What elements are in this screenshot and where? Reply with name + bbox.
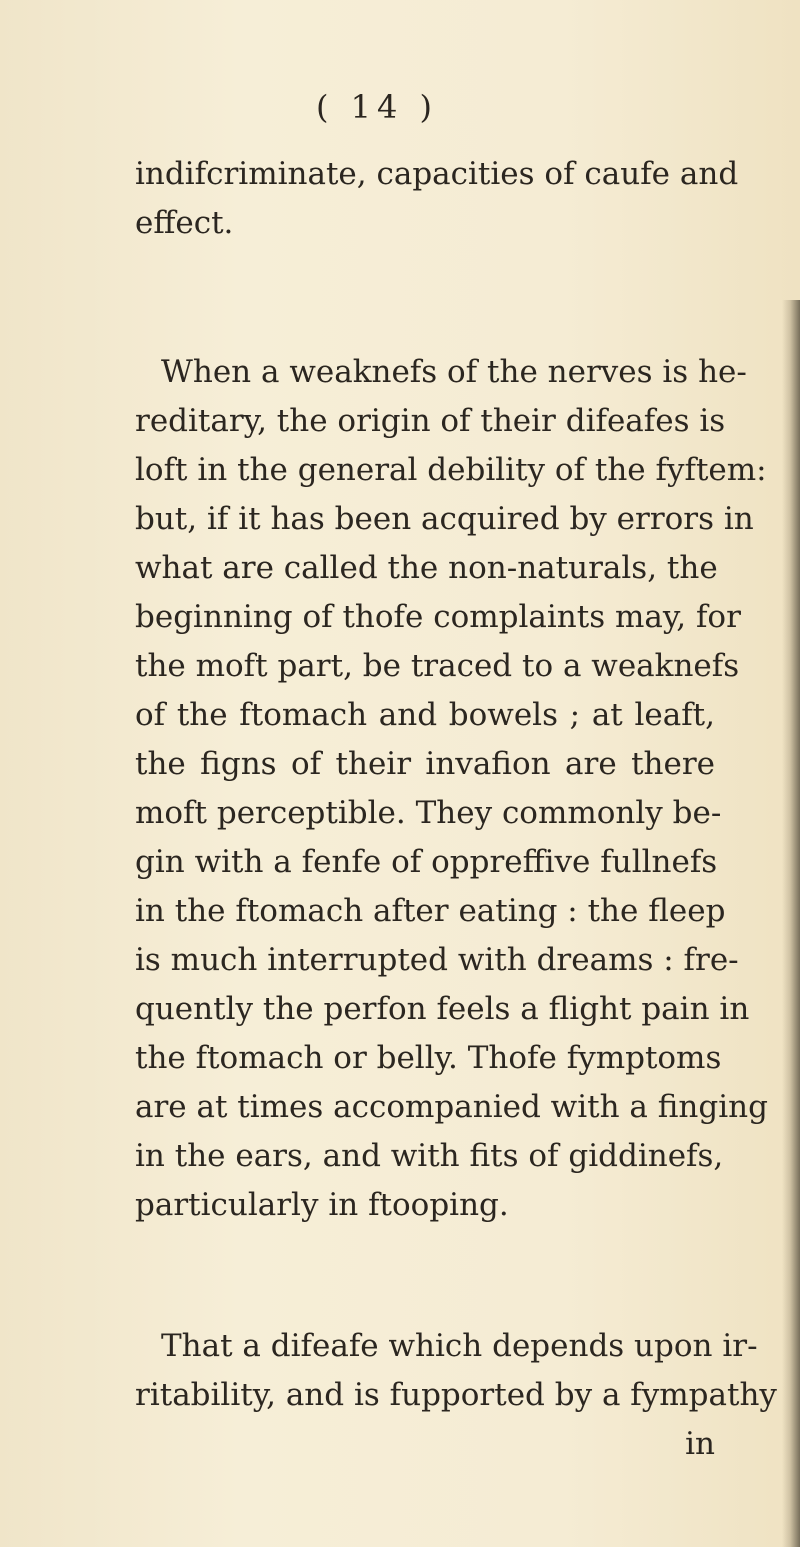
page-number: ( 14 ) [316, 88, 439, 126]
text-line: effect. [135, 205, 234, 241]
paragraph-nerves [135, 348, 768, 1230]
text-line: in the ears, and with fits of giddinefs, [135, 1138, 724, 1174]
text-line: gin with a fenfe of oppreffive fullnefs [135, 844, 718, 880]
text-line: are at times accompanied with a finging [135, 1089, 768, 1125]
catchword: in [685, 1426, 715, 1462]
text-line: the moft part, be traced to a weaknefs [135, 648, 740, 684]
text-line: particularly in ftooping. [135, 1187, 509, 1223]
paragraph-continuation [135, 150, 739, 248]
text-line: what are called the non-naturals, the [135, 550, 718, 586]
text-line: indifcriminate, capacities of caufe and [135, 156, 739, 192]
text-line: but, if it has been acquired by errors in [135, 501, 754, 537]
text-line: the figns of their invafion are there [135, 746, 715, 782]
paragraph-disease [135, 1322, 777, 1469]
page-shadow-edge [782, 300, 800, 1547]
text-line: beginning of thofe complaints may, for [135, 599, 741, 635]
text-line: quently the perfon feels a flight pain in [135, 991, 750, 1027]
text-line: of the ftomach and bowels ; at leaft, [135, 697, 715, 733]
text-line: moft perceptible. They commonly be- [135, 795, 722, 831]
text-line: reditary, the origin of their difeafes is [135, 403, 726, 439]
text-line: the ftomach or belly. Thofe fymptoms [135, 1040, 722, 1076]
text-line: in the ftomach after eating : the fleep [135, 893, 726, 929]
text-line: When a weaknefs of the nerves is he- [161, 354, 747, 390]
text-line: loft in the general debility of the fyftem: [135, 452, 767, 488]
text-line: is much interrupted with dreams : fre- [135, 942, 739, 978]
text-line: That a difeafe which depends upon ir- [161, 1328, 758, 1364]
text-line: ritability, and is fupported by a fympathy [135, 1377, 777, 1413]
